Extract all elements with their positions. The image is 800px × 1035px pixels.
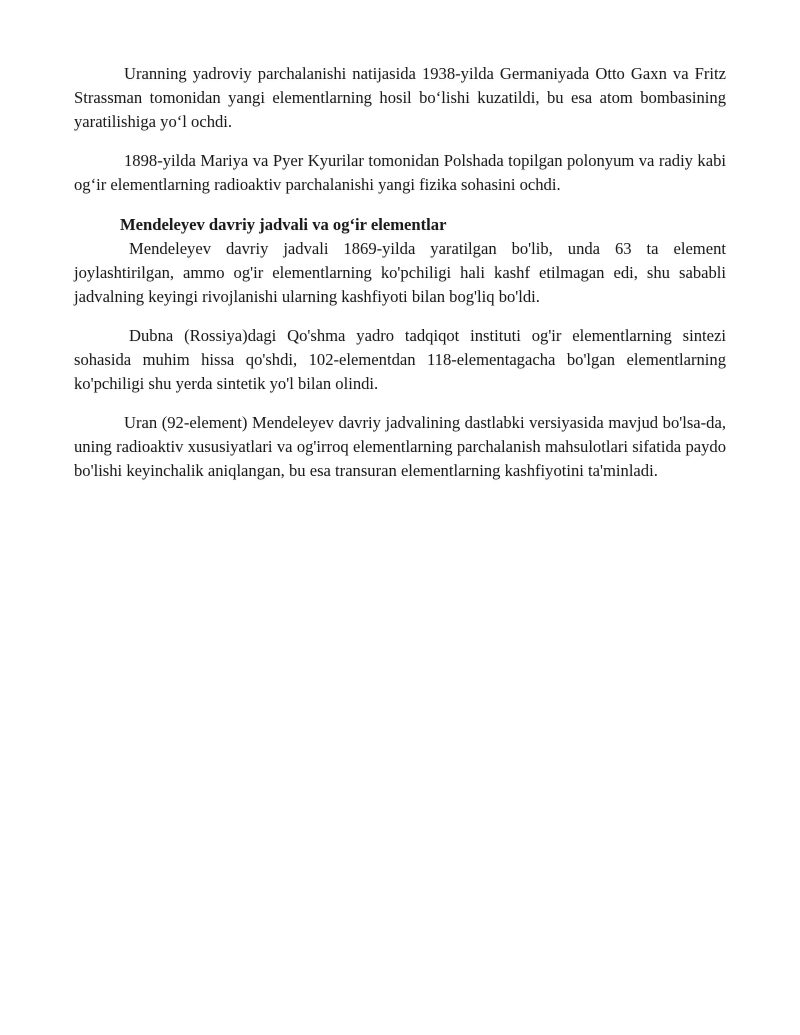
paragraph-uranium-fission: Uranning yadroviy parchalanishi natijasida 1938-yilda Germaniyada Otto Gaxn va Fritz Strassman tomonidan yangi elementlarning hosil bo‘lishi kuzatildi, bu esa atom bombasining yaratilishiga yo‘l ochdi. [74, 64, 726, 131]
section-heading: Mendeleyev davriy jadvali va og‘ir elementlar [120, 215, 447, 234]
paragraph-curie-discovery: 1898-yilda Mariya va Pyer Kyurilar tomonidan Polshada topilgan polonyum va radiy kabi og‘ir elementlarning radioaktiv parchalanishi yangi fizika sohasini ochdi. [74, 151, 726, 194]
paragraph-mendeleev-table: Mendeleyev davriy jadvali 1869-yilda yaratilgan bo'lib, unda 63 ta element joylashtirilgan, ammo og'ir elementlarning ko'pchiligi hali kashf etilmagan edi, shu sababli jadvalning keyingi rivojlanishi ularning kashfiyoti bilan bog'liq bo'ldi. [74, 239, 726, 306]
paragraph-dubna-institute: Dubna (Rossiya)dagi Qo'shma yadro tadqiqot instituti og'ir elementlarning sintezi sohasida muhim hissa qo'shdi, 102-elementdan 118-elementagacha bo'lgan elementlarning ko'pchiligi shu yerda sintetik yo'l bilan olindi. [74, 326, 726, 393]
document-page [74, 62, 726, 483]
paragraph-uranium-element: Uran (92-element) Mendeleyev davriy jadvalining dastlabki versiyasida mavjud bo'lsa-da, uning radioaktiv xususiyatlari va og'irroq elementlarning parchalanish mahsulotlari sifatida paydo bo'lishi keyinchalik aniqlangan, bu esa transuran elementlarning kashfiyotini ta'minladi. [74, 413, 726, 480]
